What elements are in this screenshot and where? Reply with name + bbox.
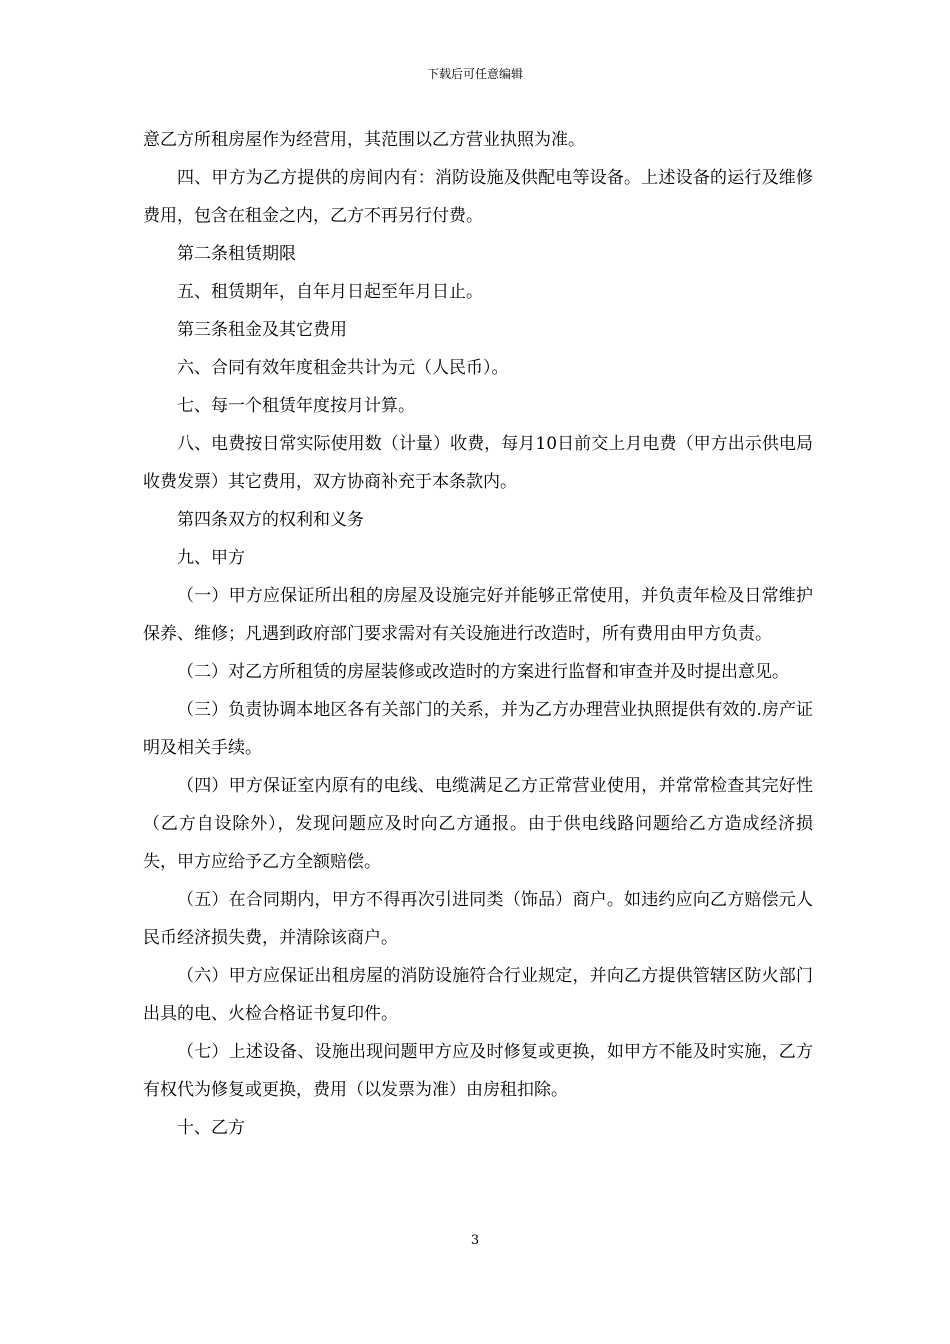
clause-10-heading: 十、乙方 <box>177 1118 245 1138</box>
article-4-heading: 第四条双方的权利和义务 <box>177 510 364 530</box>
document-body <box>143 121 813 1147</box>
page-number: 3 <box>470 1233 480 1248</box>
page-header: 下载后可任意编辑 <box>426 67 523 81</box>
article-2-heading: 第二条租赁期限 <box>177 244 296 264</box>
clause-4: 四、甲方为乙方提供的房间内有：消防设施及供配电等设备。上述设备的运行及维修费用，包含在租金之内，乙方不再另行付费。 <box>143 168 813 226</box>
clause-5: 五、租赁期年，自年月日起至年月日止。 <box>177 282 483 302</box>
clause-9-item-5: （五）在合同期内，甲方不得再次引进同类（饰品）商户。如违约应向乙方赔偿元人民币经济损失费，并清除该商户。 <box>143 890 813 948</box>
clause-7: 七、每一个租赁年度按月计算。 <box>177 396 415 416</box>
paragraph-continuation: 意乙方所租房屋作为经营用，其范围以乙方营业执照为准。 <box>143 130 585 150</box>
clause-9-item-6: （六）甲方应保证出租房屋的消防设施符合行业规定，并向乙方提供管辖区防火部门出具的电、火检合格证书复印件。 <box>143 966 813 1024</box>
clause-9-item-7: （七）上述设备、设施出现问题甲方应及时修复或更换，如甲方不能及时实施，乙方有权代为修复或更换，费用（以发票为准）由房租扣除。 <box>143 1042 813 1100</box>
clause-8: 八、电费按日常实际使用数（计量）收费，每月10日前交上月电费（甲方出示供电局收费发票）其它费用，双方协商补充于本条款内。 <box>143 434 813 492</box>
clause-9-item-4: （四）甲方保证室内原有的电线、电缆满足乙方正常营业使用，并常常检查其完好性（乙方自设除外），发现问题应及时向乙方通报。由于供电线路问题给乙方造成经济损失，甲方应给予乙方全额赔偿。 <box>143 776 813 872</box>
clause-9-heading: 九、甲方 <box>177 548 245 568</box>
clause-9-item-1: （一）甲方应保证所出租的房屋及设施完好并能够正常使用，并负责年检及日常维护保养、维修；凡遇到政府部门要求需对有关设施进行改造时，所有费用由甲方负责。 <box>143 586 813 644</box>
clause-9-item-3: （三）负责协调本地区各有关部门的关系，并为乙方办理营业执照提供有效的.房产证明及相关手续。 <box>143 700 813 758</box>
article-3-heading: 第三条租金及其它费用 <box>177 320 347 340</box>
clause-9-item-2: （二）对乙方所租赁的房屋装修或改造时的方案进行监督和审查并及时提出意见。 <box>177 662 789 682</box>
clause-6: 六、合同有效年度租金共计为元（人民币）。 <box>177 358 509 378</box>
